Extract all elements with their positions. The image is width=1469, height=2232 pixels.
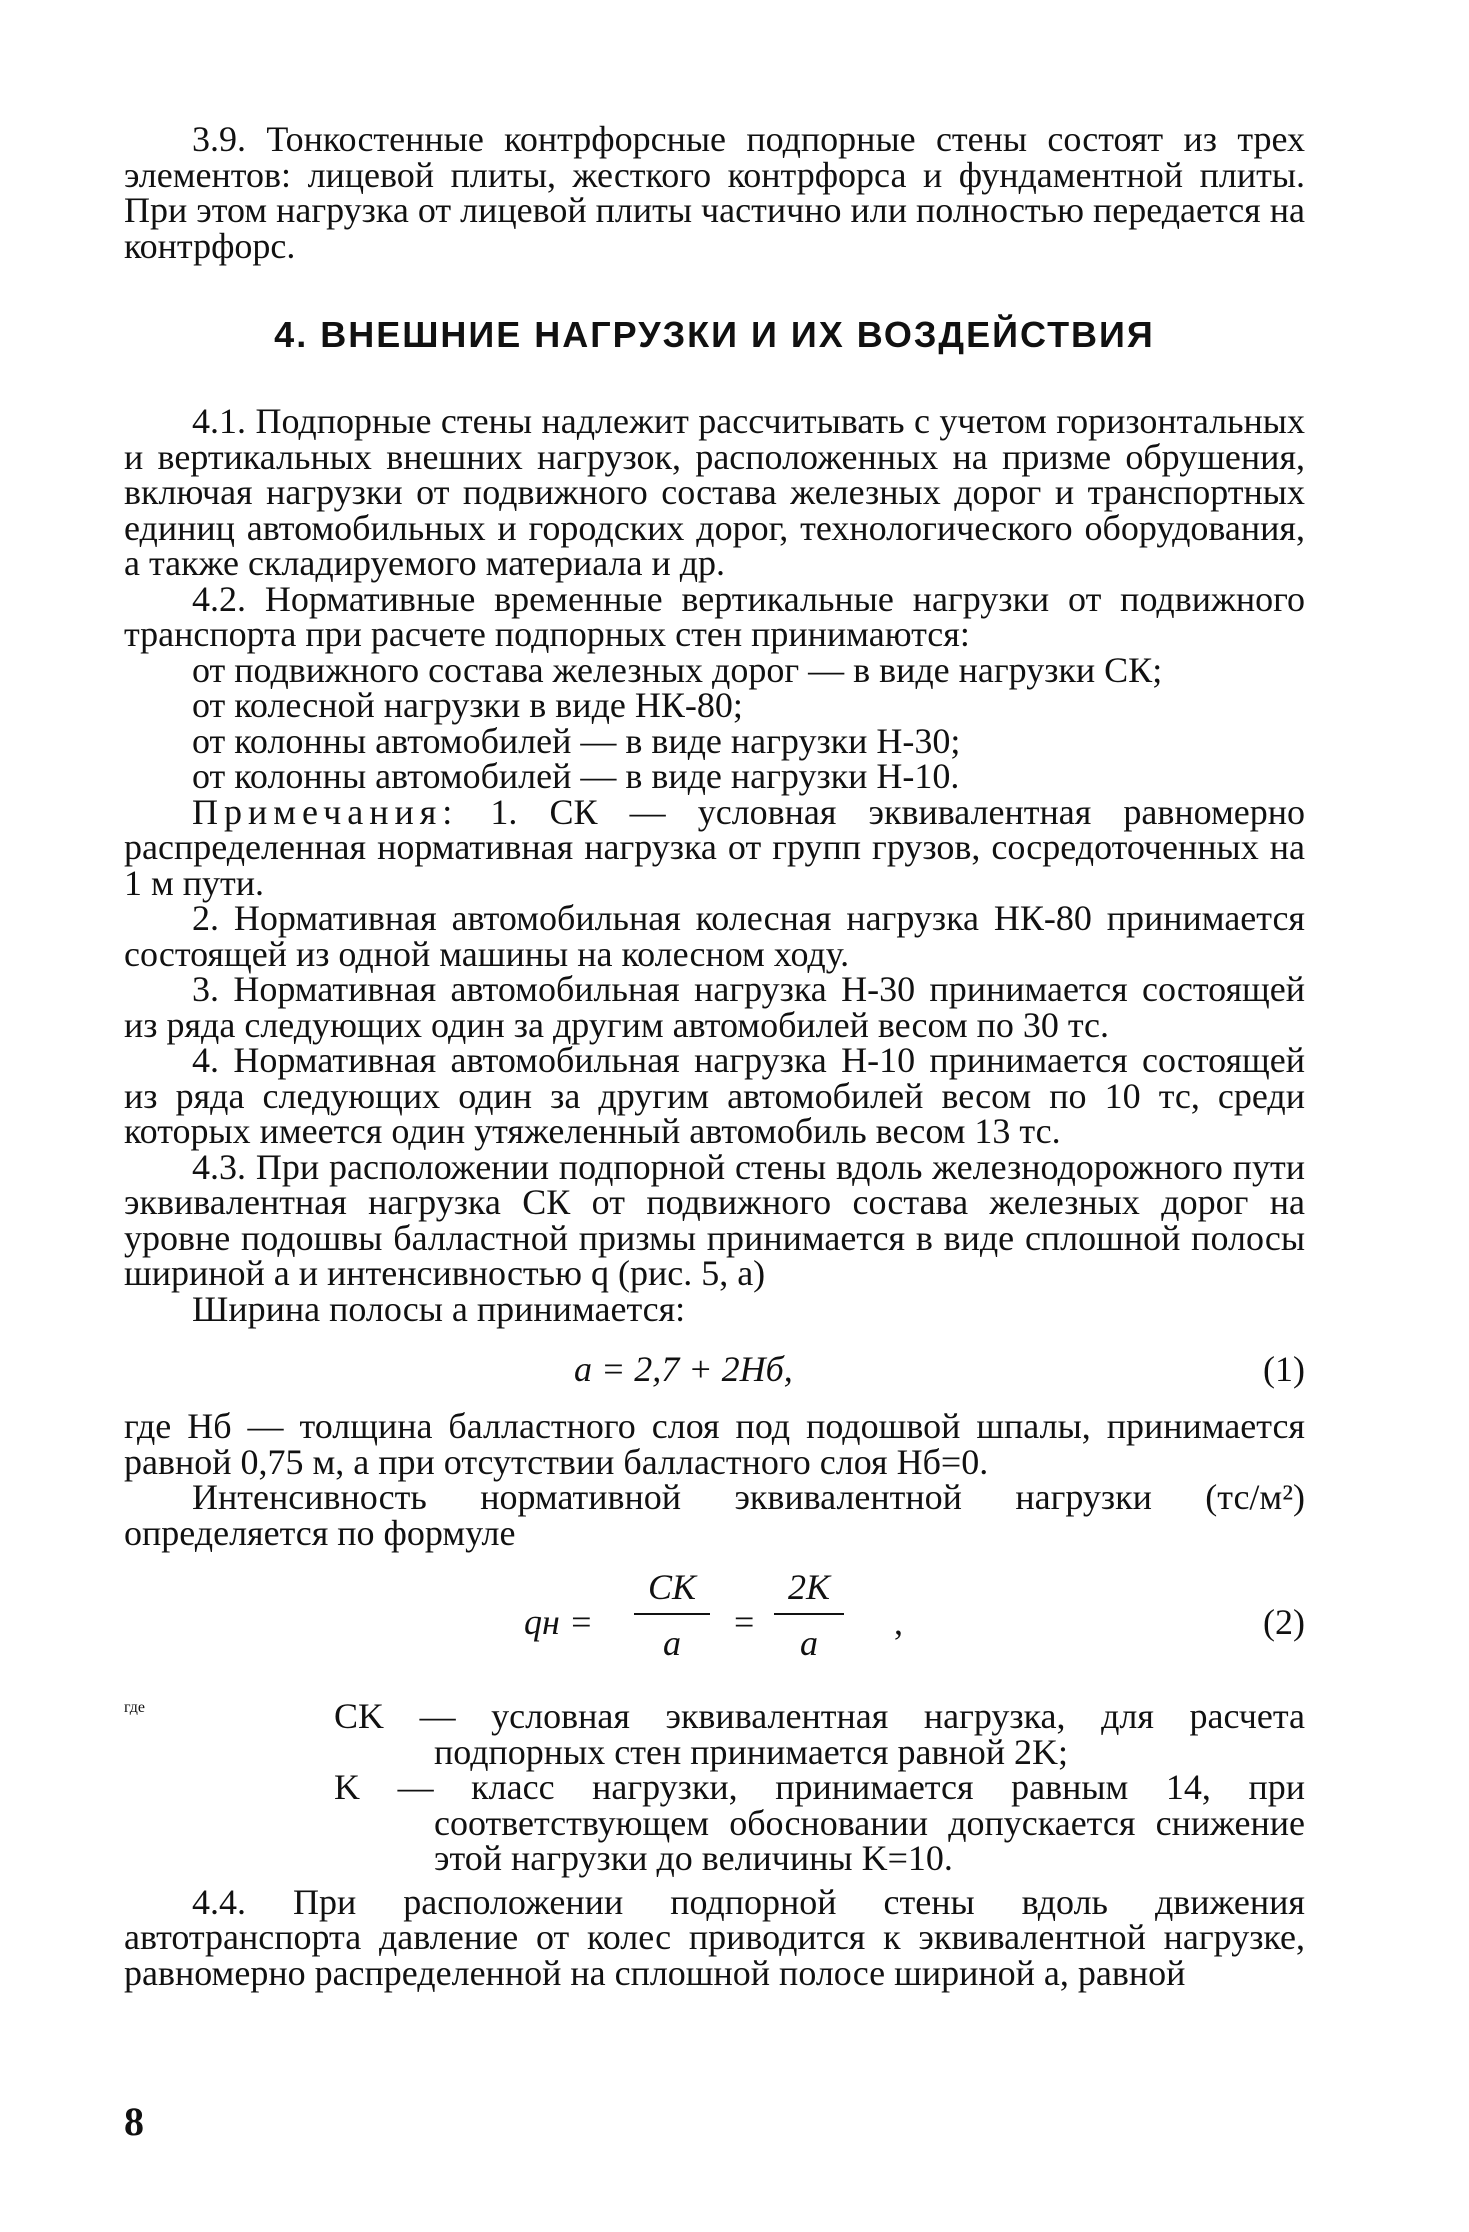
formula-2-lhs: qн =: [524, 1602, 594, 1642]
list-item: от подвижного состава железных дорог — в виде нагрузки СК;: [192, 649, 1163, 690]
formula-1-number: (1): [1263, 1349, 1305, 1389]
section-heading: 4. ВНЕШНИЕ НАГРУЗКИ И ИХ ВОЗДЕЙСТВИЯ: [274, 314, 1155, 355]
note-2: 2. Нормативная автомобильная колесная нагрузка НК-80 принимается состоящей из одной машины на колесном ходу.: [124, 898, 1305, 974]
fraction-2-numerator: 2K: [774, 1561, 844, 1615]
load-list: [124, 649, 1305, 796]
list-item: от колонны автомобилей — в виде нагрузки Н-30;: [192, 720, 961, 761]
page-number: 8: [124, 2099, 144, 2144]
paragraph-4-2: 4.2. Нормативные временные вертикальные нагрузки от подвижного транспорта при расчете подпорных стен принимаются:: [124, 578, 1305, 654]
note-1-text: 1. СК — условная эквивалентная равномерно распределенная нормативная нагрузка от групп грузов, сосредоточенных на 1 м пути.: [124, 791, 1305, 903]
formula-1-expression: a = 2,7 + 2Hб,: [574, 1349, 793, 1389]
where-definitions: [124, 1696, 1305, 1878]
where-k: K — класс нагрузки, принимается равным 14, при соответствующем обосновании допускается снижение этой нагрузки до величины K=10.: [334, 1767, 1305, 1878]
width-line: Ширина полосы a принимается:: [192, 1288, 686, 1329]
paragraph-3-9: 3.9. Тонкостенные контрфорсные подпорные стены состоят из трех элементов: лицевой плиты, жесткого контрфорса и фундаментной плиты. При этом нагрузка от лицевой плиты частично или полностью передается на контрфорс.: [124, 119, 1305, 266]
note-1: [124, 791, 1305, 903]
paragraph-4-3: 4.3. При расположении подпорной стены вдоль железнодорожного пути эквивалентная нагрузка СК от подвижного состава железных дорог на уровне подошвы балластной призмы принимается в виде сплошной полосы шириной a и интенсивностью q (рис. 5, a): [124, 1146, 1305, 1293]
note-4: 4. Нормативная автомобильная нагрузка Н-10 принимается состоящей из ряда следующих один за другим автомобилей весом по 10 тс, среди которых имеется один утяжеленный автомобиль весом 13 тс.: [124, 1040, 1305, 1151]
list-item: от колесной нагрузки в виде НК-80;: [192, 685, 743, 725]
where-ballast: где Hб — толщина балластного слоя под подошвой шпалы, принимается равной 0,75 м, а при отсутствии балластного слоя Hб=0.: [124, 1406, 1305, 1482]
where-sk: CK — условная эквивалентная нагрузка, для расчета подпорных стен принимается равной 2K;: [334, 1696, 1305, 1772]
paragraph-4-1: 4.1. Подпорные стены надлежит рассчитывать с учетом горизонтальных и вертикальных внешних нагрузок, расположенных на призме обрушения, включая нагрузки от подвижного состава железных дорог и транспортных единиц автомобильных и городских дорог, технологического оборудования, а также складируемого материала и др.: [124, 401, 1305, 583]
formula-2-comma: ,: [894, 1602, 903, 1642]
fraction-2: [774, 1561, 844, 1665]
fraction-1-numerator: CK: [634, 1561, 710, 1615]
formula-2: [124, 1561, 1305, 1685]
formula-2-number: (2): [1263, 1602, 1305, 1642]
fraction-2-denominator: a: [800, 1623, 818, 1663]
paragraph-4-4: 4.4. При расположении подпорной стены вдоль движения автотранспорта давление от колес приводится к эквивалентной нагрузке, равномерно распределенной на сплошной полосе шириной a, равной: [124, 1881, 1305, 1993]
intensity-line: Интенсивность нормативной эквивалентной нагрузки (тс/м²) определяется по формуле: [124, 1477, 1305, 1553]
fraction-1: [634, 1561, 710, 1665]
fraction-1-denominator: a: [663, 1623, 682, 1663]
formula-2-equals: =: [734, 1602, 755, 1642]
note-3: 3. Нормативная автомобильная нагрузка Н-30 принимается состоящей из ряда следующих один за другим автомобилей весом по 30 тс.: [124, 969, 1305, 1045]
notes-label: Примечания:: [192, 791, 459, 832]
list-item: от колонны автомобилей — в виде нагрузки Н-10.: [192, 756, 960, 796]
formula-1: [124, 1341, 1305, 1397]
where-label: где: [124, 1699, 146, 1716]
